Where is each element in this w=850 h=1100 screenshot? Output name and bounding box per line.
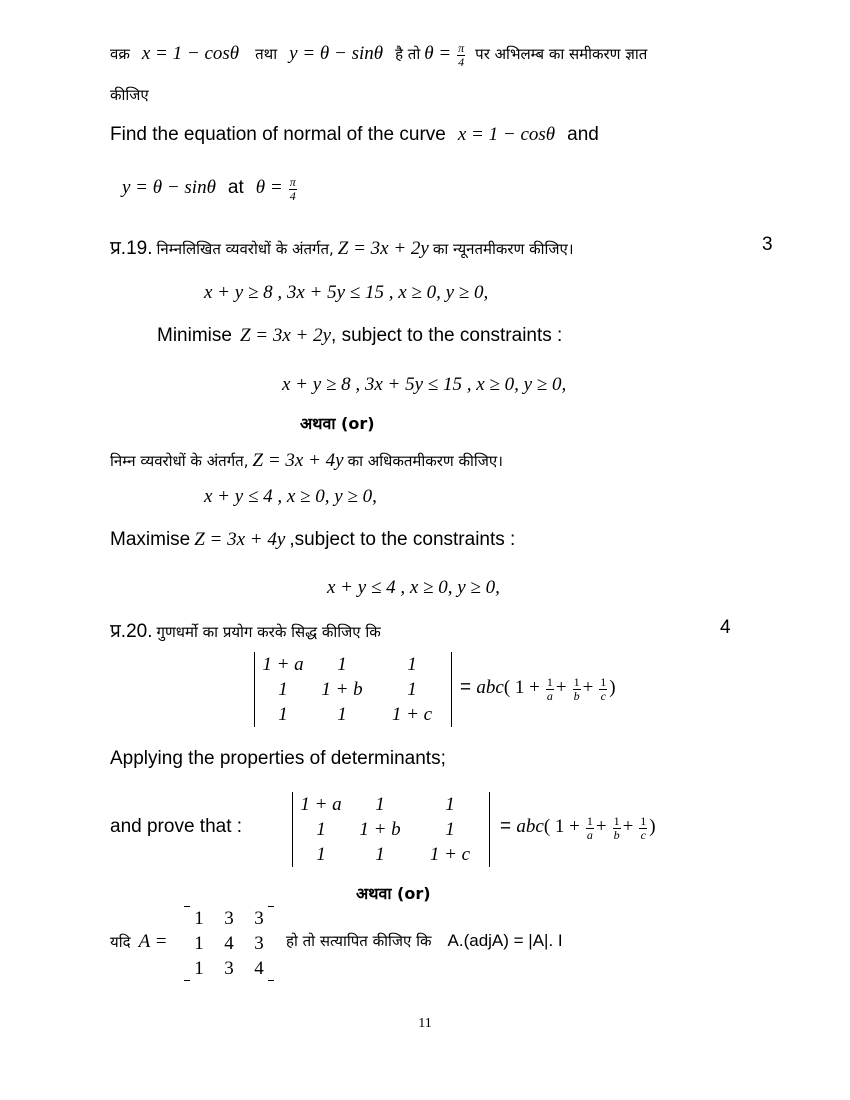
q19-alt-constraints-english: x + y ≤ 4 , x ≥ 0, y ≥ 0,: [327, 577, 500, 598]
fraction-1-over-a: [546, 676, 554, 702]
fraction-1-over-b: [573, 676, 581, 702]
fraction-1-over-b: [613, 815, 621, 841]
matrix-name: A =: [138, 931, 168, 952]
text: पर अभिलम्ब का समीकरण ज्ञात: [475, 44, 648, 63]
text: तथा: [255, 44, 278, 63]
det-cell: 1: [337, 653, 347, 675]
text: यदि: [110, 933, 131, 951]
q19-alt-question-hindi: [110, 450, 503, 472]
objective-function: Z = 3x + 4y: [252, 450, 344, 471]
text: Minimise: [157, 325, 232, 346]
q20-english-line-1: Applying the properties of determinants;: [110, 748, 446, 769]
q19-alt-question-english: [110, 529, 515, 551]
denominator: a: [586, 827, 593, 842]
open-paren: ( 1 +: [503, 676, 540, 698]
text: Maximise: [110, 529, 191, 550]
det-cell: 1 + c: [429, 843, 471, 865]
text: हो तो सत्यापित कीजिए कि: [286, 932, 432, 950]
equals-sign: =: [460, 676, 477, 698]
numerator: 1: [586, 814, 593, 828]
matrix-cell: 1: [194, 907, 204, 929]
det-cell: 1: [445, 793, 455, 815]
det-cell: 1: [375, 843, 385, 865]
det-cell: 1 + b: [359, 818, 401, 840]
text: , subject to the constraints :: [331, 325, 563, 346]
det-cell: 1 + c: [391, 703, 433, 725]
close-paren: ): [609, 676, 616, 698]
text: and: [567, 124, 599, 145]
plus: +: [582, 676, 594, 698]
det-cell: 1 + a: [300, 793, 342, 815]
numerator: 1: [640, 814, 647, 828]
objective-function: Z = 3x + 2y: [239, 325, 332, 346]
det-cell: 1: [407, 678, 417, 700]
pi-over-4-fraction: [289, 176, 297, 202]
matrix-cell: 3: [224, 957, 234, 979]
numerator: 1: [573, 675, 580, 689]
text: गुणधर्मो का प्रयोग करके सिद्ध कीजिए कि: [156, 623, 381, 641]
text: at: [227, 176, 244, 198]
plus: +: [555, 676, 567, 698]
fraction-1-over-a: [586, 815, 594, 841]
q18-hindi-line-1: [110, 42, 647, 68]
det-cell: 1: [278, 678, 288, 700]
pi-over-4-fraction: [457, 42, 465, 68]
plus: +: [595, 815, 607, 837]
question-number: प्र.19.: [110, 238, 153, 259]
objective-function: Z = 3x + 4y: [194, 529, 286, 550]
q19-question-hindi: [110, 234, 574, 260]
numerator: π: [458, 41, 465, 55]
q19-marks: 3: [762, 234, 773, 255]
numerator: 1: [546, 675, 553, 689]
q20-question-hindi: [110, 617, 381, 643]
q20-alt-suffix: [286, 931, 563, 951]
objective-function: Z = 3x + 2y: [337, 238, 429, 259]
q18-english-line-1: [110, 124, 599, 146]
matrix-cell: 4: [254, 957, 264, 979]
denominator: a: [546, 688, 553, 703]
matrix-a: [184, 906, 274, 981]
matrix-cell: 3: [254, 932, 264, 954]
text: निम्न व्यवरोधों के अंतर्गत,: [110, 452, 249, 470]
determinant-2: [292, 792, 490, 867]
q20-alt-prefix: [110, 931, 167, 953]
text: है तो: [395, 44, 421, 63]
equation: θ =: [255, 176, 283, 198]
determinant-1: [254, 652, 452, 727]
text: का न्यूनतमीकरण कीजिए।: [432, 240, 574, 258]
equation: y = θ − sinθ: [122, 176, 216, 198]
equation: θ =: [424, 42, 452, 64]
matrix-cell: 3: [254, 907, 264, 929]
matrix-cell: 4: [224, 932, 234, 954]
denominator: b: [613, 827, 620, 842]
text: कीजिए: [110, 86, 149, 104]
matrix-cell: 3: [224, 907, 234, 929]
denominator: 4: [458, 54, 465, 69]
text: का अधिकतमीकरण कीजिए।: [347, 452, 503, 470]
q18-english-line-2: [122, 176, 299, 202]
equation: y = θ − sinθ: [289, 42, 384, 64]
matrix-cell: 1: [194, 957, 204, 979]
numerator: 1: [600, 675, 607, 689]
text: Find the equation of normal of the curve: [110, 124, 446, 145]
text: ,subject to the constraints :: [289, 529, 516, 550]
identity-equation: A.(adjA) = |A|. I: [447, 931, 563, 950]
matrix-cell: 1: [194, 932, 204, 954]
q20-marks: 4: [720, 617, 731, 638]
determinant-2-rhs: [500, 815, 656, 841]
plus: +: [622, 815, 634, 837]
q19-constraints-hindi: x + y ≥ 8 , 3x + 5y ≤ 15 , x ≥ 0, y ≥ 0,: [204, 282, 489, 303]
det-cell: 1: [407, 653, 417, 675]
fraction-1-over-c: [599, 676, 607, 702]
determinant-1-rhs: [460, 676, 616, 702]
numerator: 1: [613, 814, 620, 828]
denominator: 4: [289, 188, 296, 203]
det-cell: 1: [445, 818, 455, 840]
det-cell: 1: [278, 703, 288, 725]
equation: x = 1 − cosθ: [457, 124, 556, 145]
close-paren: ): [649, 815, 656, 837]
open-paren: ( 1 +: [543, 815, 580, 837]
numerator: π: [289, 175, 296, 189]
det-cell: 1: [316, 818, 326, 840]
denominator: c: [600, 688, 606, 703]
q19-or-label: अथवा (or): [300, 414, 375, 433]
det-cell: 1: [375, 793, 385, 815]
text: वक्र: [110, 44, 130, 63]
det-cell: 1 + b: [321, 678, 363, 700]
text: निम्नलिखित व्यवरोधों के अंतर्गत,: [156, 240, 334, 258]
denominator: c: [640, 827, 646, 842]
det-cell: 1: [316, 843, 326, 865]
abc: abc: [476, 676, 504, 698]
det-cell: 1 + a: [262, 653, 304, 675]
equals-sign: =: [500, 815, 517, 837]
q19-constraints-english: x + y ≥ 8 , 3x + 5y ≤ 15 , x ≥ 0, y ≥ 0,: [282, 374, 567, 395]
det-cell: 1: [337, 703, 347, 725]
q20-or-label: अथवा (or): [356, 884, 431, 903]
fraction-1-over-c: [639, 815, 647, 841]
page-number: 11: [418, 1016, 432, 1031]
abc: abc: [516, 815, 544, 837]
q19-question-english: [157, 325, 562, 347]
q20-english-line-2: and prove that :: [110, 816, 243, 837]
equation: x = 1 − cosθ: [141, 42, 240, 64]
q18-hindi-line-2: [110, 85, 149, 105]
q19-alt-constraints-hindi: x + y ≤ 4 , x ≥ 0, y ≥ 0,: [204, 486, 377, 507]
denominator: b: [573, 688, 580, 703]
question-number: प्र.20.: [110, 621, 153, 642]
